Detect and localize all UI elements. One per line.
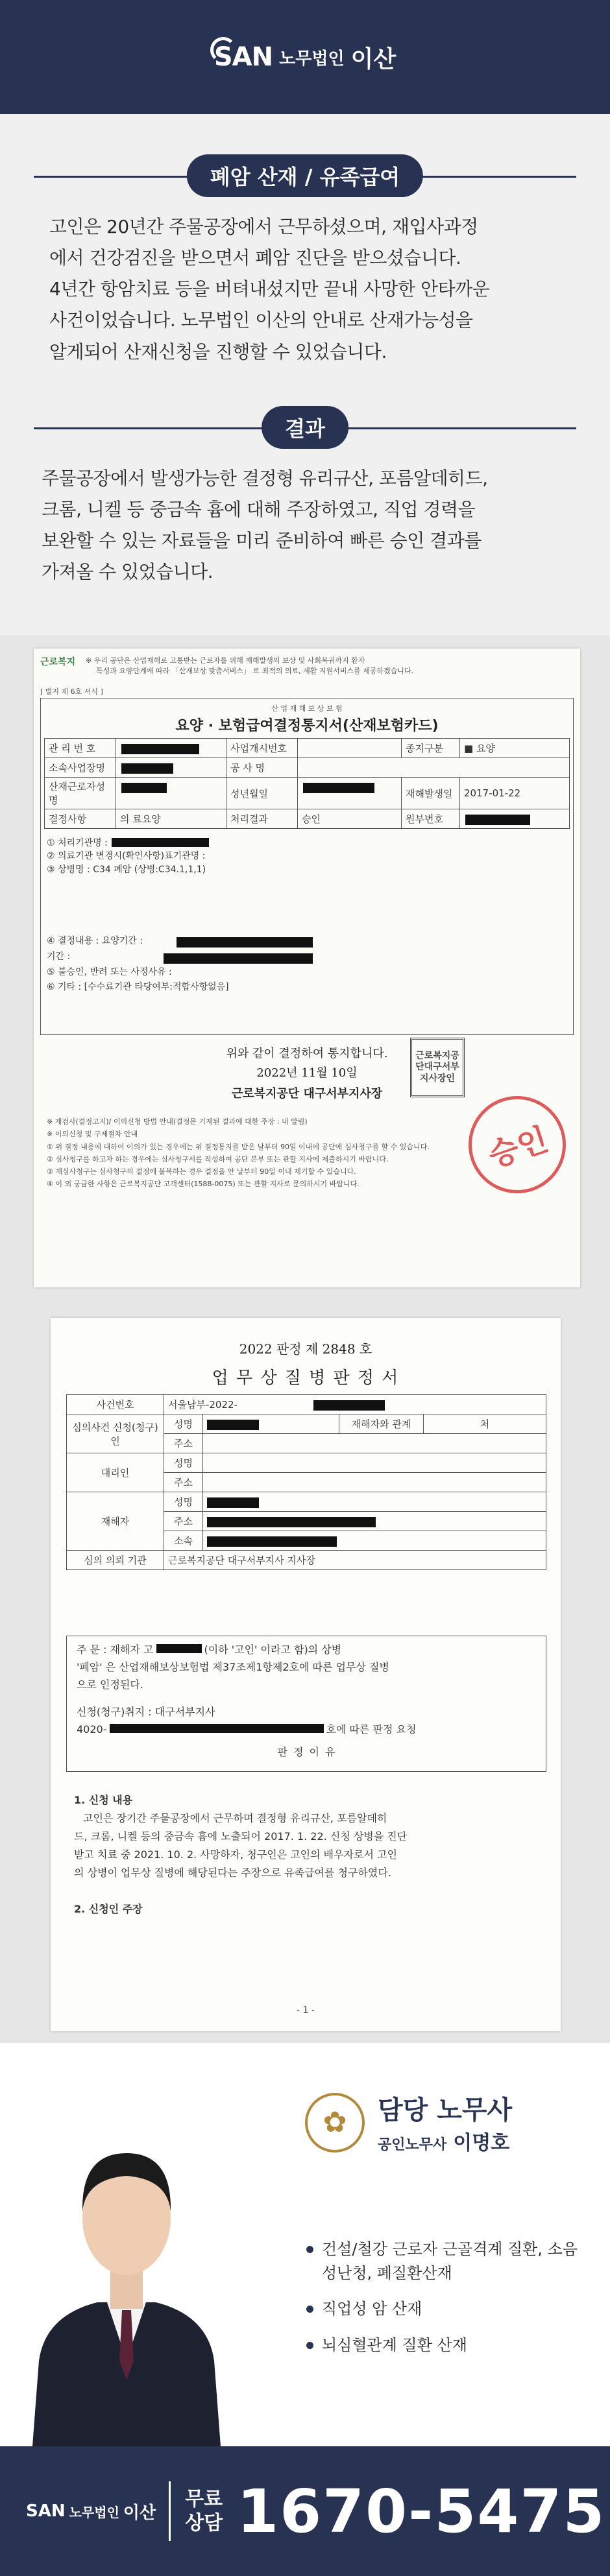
logo-mark: SAN [214,42,273,72]
table-row [45,758,570,778]
table-row [45,809,570,829]
main-order-line [77,1641,537,1658]
notice-statement: 위와 같이 결정하여 통지합니다. [226,1047,388,1060]
cell: 승인 [298,809,402,829]
case-line: 에서 건강검진을 받으면서 폐암 진단을 받으셨습니다. [49,247,461,269]
request-number-line [77,1721,537,1738]
cell: 주소 [164,1434,203,1453]
cell: 대리인 [67,1453,164,1492]
cell: 성년월일 [226,778,298,809]
cell [298,758,570,778]
result-line: 보완할 수 있는 자료들을 미리 준비하여 빠른 승인 결과를 [42,530,482,552]
case-line: 4년간 항암치료 등을 버텨내셨지만 끝내 사망한 안타까운 [49,278,490,300]
redaction [112,838,209,847]
result-line: 주물공장에서 발생가능한 결정형 유리규산, 포름알데히드, [42,468,488,489]
lawyer-photo [19,2056,234,2446]
cell [203,1414,339,1434]
phone-number-link[interactable]: 1670-5475 [237,2476,606,2546]
cell: 사건번호 [67,1395,164,1414]
table-row [45,778,570,809]
cell: 주소 [164,1512,203,1531]
redaction [121,763,173,774]
redaction [207,1536,337,1547]
doc1-subtitle: 산 업 재 해 보 상 보 험 [271,704,343,713]
table-row [67,1414,546,1434]
cell: 성명 [164,1453,203,1473]
redaction [121,744,199,754]
firm-logo[interactable] [214,41,396,74]
cell: 재해발생일 [402,778,460,809]
case-line: 알게되어 산재신청을 진행할 수 있었습니다. [49,340,387,363]
decision-case-number: 2022 판정 제 2848 호 [239,1341,372,1357]
cell [203,1512,546,1531]
main-order [77,1641,537,1761]
cell: ■ 요양 [460,739,570,758]
page-number: - 1 - [297,2005,315,2016]
agency-logo: 근로복지 [40,657,76,667]
main-order-text: (이하 '고인' 이라고 함)의 상병 [204,1643,342,1656]
main-order-line: '폐암' 은 산업재해보상보험법 제37조제1항제2호에 따른 업무상 질병 [77,1661,389,1674]
cell: 결정사항 [45,809,116,829]
specialty-item: 뇌심혈관계 질환 산재 [305,2333,591,2357]
table-row [67,1395,546,1414]
specialty-item: 건설/철강 근로자 근골격계 질환, 소음성난청, 폐질환산재 [305,2237,591,2285]
doc1-title: 요양 · 보험급여결정통지서(산재보험카드) [175,718,439,734]
cell: 산재근로자성명 [45,778,116,809]
decision-title: 업 무 상 질 병 판 정 서 [212,1368,400,1388]
notice-table [44,738,570,829]
reason-line: 받고 치료 중 2021. 10. 2. 사망하자, 청구인은 고인의 배우자로서 고인 [74,1848,397,1861]
reason-section-title: 1. 신청 내용 [74,1794,133,1806]
redaction [207,1517,376,1527]
cell: 소속 [164,1531,203,1551]
approval-notice-document [34,649,580,1287]
request-label: 신청(청구)취지 : [77,1705,152,1718]
cell: 2017-01-22 [460,778,570,809]
cell: 처 [424,1414,546,1434]
footer-logo-firm-name: 이산 [123,2503,156,2523]
header [0,0,610,114]
cell: 성명 [164,1492,203,1512]
case-value: 서울남부-2022- [168,1399,238,1411]
lawyer-title-block [378,2090,512,2155]
logo-firm-name: 이산 [350,45,396,73]
redaction [110,1724,324,1733]
cell: 의 료요양 [116,809,226,829]
lawyer-role: 담당 노무사 [378,2095,513,2125]
cell [116,739,226,758]
main-order-text: 재해자 고 [110,1643,154,1656]
cell [203,1473,546,1492]
reason-title: 판 정 이 유 [277,1745,337,1758]
cell: 재해자와 관계 [339,1414,424,1434]
redaction [156,1644,202,1653]
decision-document [51,1318,561,2031]
fine-print-line: ③ 재심사청구는 심사청구의 결정에 불복하는 경우 결정을 안 날부터 90일 이내 제기할 수 있습니다. [47,1167,356,1176]
redaction [207,1420,259,1430]
cell: 종지구분 [402,739,460,758]
cell [164,1395,546,1414]
fine-print-line: ② 심사청구를 하고자 하는 경우에는 심사청구서를 작성하여 공단 본부 또는 관할 지사에 제출하시기 바랍니다. [47,1154,389,1163]
reason-line: 의 상병이 업무상 질병에 해당된다는 주장으로 유족급여를 청구하였다. [74,1866,391,1879]
doc1-top-note-2: 특성과 요양단계에 따라 「산재보상 맞춤서비스」 로 최적의 의료, 재활 지원서비스를 제공하겠습니다. [96,667,413,675]
free-consult-label [185,2487,223,2536]
result-line: 가져올 수 있었습니다. [42,561,214,583]
redaction [313,1400,385,1411]
reason-line: 고인은 장기간 주물공장에서 근무하며 결정형 유리규산, 포름알데히 [83,1812,387,1824]
lawyer-emblem-icon: ✿ [305,2093,365,2153]
footer-logo-firm-type: 노무법인 [69,2504,119,2520]
form-number: [ 별지 제 6호 서식 ] [40,687,103,696]
cell: 주소 [164,1473,203,1492]
result-section [0,406,610,636]
free-label: 무료 [185,2487,223,2510]
cell: 심의사건 신청(청구)인 [67,1414,164,1453]
cell: 공 사 명 [226,758,298,778]
request-number: 4020- [77,1723,107,1735]
notice-item: ③ 상병명 : C34 폐암 (상병:C34.1,1,1) [47,864,206,875]
notice-item: ② 의료기관 변경시(확인사항)표기관명 : [47,851,206,862]
result-title: 결과 [262,406,348,449]
cell: 근로복지공단 대구서부지사 지사장 [164,1551,546,1570]
reason-line: 드, 크롬, 니켈 등의 중금속 흄에 노출되어 2017. 1. 22. 신청 상병을 진단 [74,1830,408,1843]
cell: 심의 의뢰 기관 [67,1551,164,1570]
cell [460,809,570,829]
case-section [0,114,610,406]
footer-divider [169,2481,171,2541]
redaction [303,783,374,793]
redaction [465,815,530,825]
decision-item: ⑤ 불승인, 반려 또는 사정사유 : [47,966,172,977]
table-row [45,739,570,758]
result-heading-row [34,406,576,449]
fine-print-line: ※ 이의신청 및 구제절차 안내 [47,1130,138,1139]
main-order-line: 으로 인정된다. [77,1678,143,1691]
redaction [121,783,167,793]
cell: 처리결과 [226,809,298,829]
specialty-item: 직업성 암 산재 [305,2297,591,2321]
cell: 관 리 번 호 [45,739,116,758]
table-row [67,1551,546,1570]
result-description [42,463,574,588]
reason-content [74,1791,541,1918]
decision-table [66,1394,546,1570]
case-description [49,211,568,368]
reason-section-title: 2. 신청인 주장 [74,1903,143,1915]
footer-cta [0,2446,610,2576]
fine-print-line: ① 위 결정 내용에 대하여 이의가 있는 경우에는 위 결정통지를 받은 날부터 90일 이내에 공단에 심사청구를 할 수 있습니다. [47,1142,430,1151]
request-tail: 호에 따른 판정 요청 [326,1723,417,1735]
table-row [67,1492,546,1512]
cell [116,758,226,778]
doc1-top-note: ※ 우리 공단은 산업재해로 고통받는 근로자를 위해 재해발생의 보상 및 사회복귀까지 환자 [86,656,365,665]
notice-item: ① 처리기관명 : [47,838,108,848]
cell [203,1434,546,1453]
decision-item: 기간 : [47,951,71,962]
request-value: 대구서부지사 [154,1705,215,1718]
logo-firm-type: 노무법인 [279,49,345,69]
footer-logo[interactable] [26,2499,156,2523]
cell [203,1492,546,1512]
lawyer-heading [305,2090,578,2155]
table-row [67,1453,546,1473]
request-line [77,1703,537,1721]
redaction [177,937,313,948]
cell [203,1453,546,1473]
official-seal: 근로복지공단대구서부지사장인 [410,1038,465,1097]
evidence-documents [0,636,610,2043]
issuer: 근로복지공단 대구서부지사장 [231,1087,383,1101]
lawyer-name-row [378,2127,512,2155]
redaction [164,953,313,964]
specialty-list [305,2237,591,2369]
cell [203,1531,546,1551]
case-heading-row [34,154,576,197]
main-order-label: 주 문 : [77,1643,107,1656]
cell: 소속사업장명 [45,758,116,778]
cell: 성명 [164,1414,203,1434]
case-line: 사건이었습니다. 노무법인 이산의 안내로 산재가능성을 [49,309,473,331]
approval-stamp: 승인 [456,1083,578,1206]
consult-label: 상담 [185,2512,223,2534]
cell: 원부번호 [402,809,460,829]
decision-item: ⑥ 기타 : [수수료기관 타당여부:적합사항없음] [47,982,229,993]
lawyer-title: 공인노무사 [378,2137,447,2153]
cell: 재해자 [67,1492,164,1551]
cell [298,739,402,758]
decision-item: ④ 결정내용 : 요양기간 : [47,936,143,946]
lawyer-card [305,2090,578,2155]
fine-print-line: ④ 이 외 궁금한 사항은 근로복지공단 고객센터(1588-0075) 또는 관할 지사로 문의하시기 바랍니다. [47,1180,360,1189]
cell: 사업개시번호 [226,739,298,758]
case-title: 폐암 산재 / 유족급여 [187,154,423,197]
redaction [207,1497,259,1508]
fine-print-line: ※ 재검사(결정고지)/ 이의신청 방법 안내(결정문 기재된 결과에 대한 주장 : 내 알림) [47,1117,308,1126]
notice-date: 2022년 11월 10일 [256,1066,358,1080]
cell [116,778,226,809]
cell [298,778,402,809]
result-line: 크롬, 니켈 등 중금속 흄에 대해 주장하였고, 직업 경력을 [42,499,476,521]
lawyer-name: 이명호 [453,2132,510,2154]
case-line: 고인은 20년간 주물공장에서 근무하셨으며, 재입사과정 [49,216,478,237]
lawyer-profile [0,2043,610,2446]
footer-logo-mark: SAN [26,2501,66,2521]
